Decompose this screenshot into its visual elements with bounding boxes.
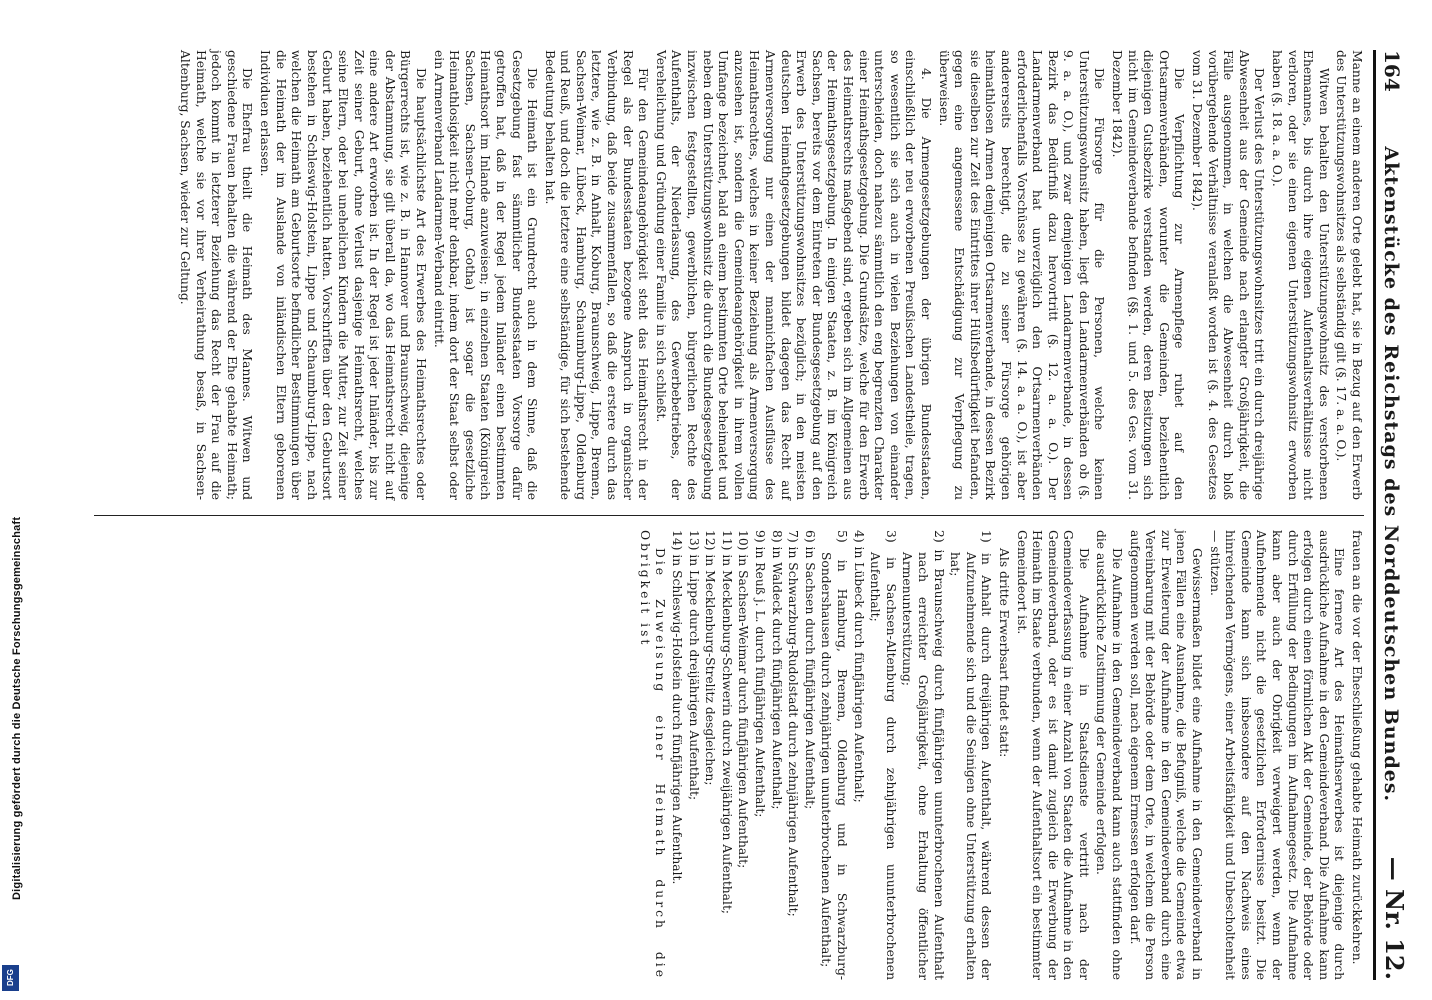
side-strip — [0, 0, 22, 1000]
page-number: 164 — [1380, 50, 1404, 92]
paragraph: Witwen behalten den Unterstützungswohnsitz des verstorbenen Ehemannes, bis durch ihre eigenen Aufenthaltsverhältnisse nicht verloren, oder sie einen eigenen Unterstützungswohnsitz erworben haben (§. 18. a. a. O.). — [1270, 50, 1331, 500]
list-item: 11) in Mecklenburg-Schwerin durch zweijährigen Aufenthalt; — [719, 530, 734, 915]
left-column — [174, 50, 1364, 500]
dfg-logo: DFG — [2, 965, 19, 991]
right-column — [634, 530, 1364, 980]
list-item: 9) in Reuß j. L. durch fünfjährigen Aufenthalt; — [753, 530, 768, 818]
paragraph: Die Fürsorge für die Personen, welche keinen Unterstützungswohnsitz haben, liegt den Landarmenverbänden ob (§. 9. a. a. O.), und zwar demjenigen Landarmenverbande, in dessen Bezirk das Bedürfniß dazu hervortritt (§. 12. a. a. O.). Der Landarmenverband hat unverzüglich den Ortsarmenverbänden erforderlichenfalls Vorschüsse zu gewähren (§. 14. a. a. O.), ist aber andererseits berechtigt, die zu seiner Fürsorge gehörigen heimathlosen Armen demjenigen Ortsarmenverbande, in dessen Bezirk sie dieselben zur Zeit des Eintrittes ihrer Hülfsbedürftigkeit befanden, gegen eine angemessene Entschädigung zur Verpflegung zu überweisen. — [936, 50, 1107, 500]
list-item: 2) in Braunschweig durch fünfjährigen ununterbrochenen Aufenthalt nach erreichter Großjährigkeit, ohne Erhaltung öffentlicher Armenunterstützung; — [900, 530, 946, 980]
page-header — [1380, 50, 1420, 980]
list-item: 8) in Waldeck durch fünfjährigen Aufenthalt; — [769, 530, 784, 810]
paragraph: frauen an die vor der Eheschließung gehabte Heimath zurückkehren. — [1350, 530, 1364, 965]
paragraph: Die Zuweisung einer Heimath durch die Obrigkeit ist — [637, 530, 668, 980]
list-item: 13) in Lippe durch dreijährigen Aufenthalt; — [686, 530, 701, 801]
paragraph: Die Aufnahme in Staatsdienste vertritt nach der Gemeindeverfassung in einer Anzahl von Staaten die Aufnahme in den Gemeindeverband, oder es ist damit zugleich die Erwerbung der Heimath im Staate verbunden, wenn der Aufenthaltsort ein bestimmter Gemeindeort ist. — [1014, 530, 1091, 980]
column-rule — [94, 515, 1364, 516]
list-item: 12) in Mecklenburg-Strelitz desgleichen; — [703, 530, 718, 786]
paragraph: Eine fernere Art des Heimathserwerbes ist diejenige durch ausdrückliche Aufnahme in den Gemeindeverband. Die Aufnahme kann erfolgen durch einen förmlichen Akt der Gemeinde, der Behörde oder durch Erfüllung der Bedingungen im Aufnahmegesetz. Die Aufnahme kann aber auch der Obrigkeit verweigert werden, wenn der Aufnehmende nicht die gesetzlichen Erfordernisse besitzt. Die Gemeinde kann sich insbesondere auf den Nachweis eines hinreichenden Vermögens, einer Arbeitsfähigkeit und Unbescholtenheit — stützen. — [1207, 530, 1347, 980]
scanned-page — [90, 50, 1420, 980]
list-item: 7) in Schwarzburg-Rudolstadt durch zehnjährigen Aufenthalt; — [786, 530, 801, 917]
list-item: 4) in Lübeck durch fünfjährigen Aufenthalt; — [851, 530, 866, 803]
issue-number: — Nr. 12. — [1380, 856, 1409, 980]
list-item: 6) in Sachsen durch fünfjährigen Aufenthalt; — [802, 530, 817, 810]
paragraph: Für den Gemeindeangehörigkeit steht das Heimathsrecht in der Regel als der Bundesstaaten bezogene Anspruch in organischer Verbindung, daß beide zusammenfallen, so daß die erstere durch das letztere, wie z. B. in Anhalt, Koburg, Braunschweig, Lippe, Bremen, Sachsen-Weimar, Lübeck, Hamburg, Schaumburg-Lippe, Oldenburg und Reuß, und doch die letztere eine selbständige, für sich bestehende Bedeutung behalten hat. — [542, 50, 651, 500]
paragraph: Manne an einem anderen Orte gelebt hat, sie in Bezug auf den Erwerb des Unterstützungswohnsitzes als selbständig gilt (§. 17. a. a. O.). — [1334, 50, 1364, 500]
paragraph: Die Ehefrau theilt die Heimath des Mannes. Witwen und geschiedene Frauen behalten die während der Ehe gehabte Heimath; jedoch kommt in letzterer Beziehung das Recht der Frau auf die Heimath, welche sie vor ihrer Verheirathung besaß, in Sachsen-Altenburg, Sachsen, wieder zur Geltung. — [178, 50, 255, 500]
list-item: 5) in Hamburg, Bremen, Oldenburg und in Schwarzburg-Sondershausen durch zehnjährigen ununterbrochenen Aufenthalt; — [819, 530, 849, 980]
paragraph: Die hauptsächlichste Art des Erwerbes des Heimathsrechtes oder Bürgerrechts ist, wie z. B. in Hannover und Braunschweig, diejenige der Abstammung, sie gilt überall da, wo das Heimathsrecht nicht auf eine andere Art erworben ist. In der Regel ist jeder Inländer, bis zur Zeit seiner Geburt, ohne Verlust dasjenige Heimathsrecht, welches seine Eltern, oder bei unehelichen Kindern die Mutter, zur Zeit seiner Geburt haben, beziehentlich hatten. Vorschriften über den Geburtsort bestehen in Schleswig-Holstein, Lippe und Schaumburg-Lippe, nach welchen die Heimath am Geburtsorte befindlicher Bestimmungen über die Heimath der im Auslande von inländischen Eltern geborenen Individuen erlassen. — [258, 50, 428, 500]
paragraph: Die Aufnahme in den Gemeindeverband kann auch stattfinden ohne die ausdrückliche Zustimmung der Gemeinde erfolgen. — [1094, 530, 1125, 980]
list-item: 14) in Schleswig-Holstein durch fünfjährigen Aufenthalt. — [670, 530, 685, 885]
paragraph: Als dritte Erwerbsart findet statt: — [996, 548, 1011, 758]
list-item: 1) in Anhalt durch dreijährigen Aufenthalt, während dessen der Aufzunehmende sich und die Seinigen ohne Unterstützung erhalten hat; — [948, 530, 994, 980]
paragraph: 4. Die Armengesetzgebungen der übrigen Bundesstaaten, einschließlich der neu erworbenen Preußischen Landestheile, tragen, so wesentlich sie sich auch in vielen Beziehungen von einander unterscheiden, doch nahezu sämmtlich den eng begrenzten Charakter einer Heimathsgesetzgebung. Die Grundsätze, welche für den Erwerb des Heimathsrechts maßgebend sind, ergeben sich im Allgemeinen aus der Heimathsgesetzgebung. In einigen Staaten, z. B. im Königreich Sachsen, bereits vor dem Eintreten der Bundesgesetzgebung auf den Erwerb des Unterstützungswohnsitzes bezüglich; in den meisten deutschen Heimathgesetzgebungen bildet dagegen das Recht auf Armenversorgung nur einen der mannichfachen Ausflüsse des Heimathsrechtes, welches in keiner Beziehung als Armenversorgung anzusehen ist, sondern die Gemeindeangehörigkeit in ihrem vollen Umfange bezeichnet, bald an einem bestimmten Orte beheimatet und neben dem Unterstützungswohnsitz die durch die Bundesgesetzgebung inzwischen festgestellten, gewerblichen, bürgerlichen Rechte des Aufenthalts, der Niederlassung, des Gewerbebetriebes, der Verehelichung und Gründung einer Familie in sich schließt. — [653, 50, 933, 500]
list-item: 10) in Sachsen-Weimar durch fünfjährigen Aufenthalt; — [736, 530, 751, 869]
paragraph: Gewissermaßen bildet eine Aufnahme in den Gemeindeverband in jenen Fällen eine Ausnahme, die Befugniß, welche die Gemeinde etwa zur Erweiterung der Aufnahme in den Gemeindeverband durch eine Vereinbarung mit der Behörde oder dem Orte, in welchem die Person aufgenommen werden soll, nach eigenem Ermessen erfolgen darf. — [1127, 530, 1205, 980]
paragraph: Der Verlust des Unterstützungswohnsitzes tritt ein durch dreijährige Abwesenheit aus der Gemeinde nach erlangter Großjährigkeit, die Fälle ausgenommen, in welchen die Abwesenheit durch bloß vorübergehende Verhältnisse veranlaßt worden ist (§. 4. des Gesetzes vom 31. Dezember 1842). — [1190, 50, 1267, 500]
paragraph: Die Heimath ist ein Grundrecht auch in dem Sinne, daß die Gesetzgebung fast sämmtlicher Bundesstaaten Vorsorge dafür getroffen hat, daß in der Regel jedem Inländer einen bestimmten Heimathsort im Inlande anzuweisen; in einzelnen Staaten (Königreich Sachsen, Sachsen-Coburg, Gotha) ist sogar die gesetzliche Heimathlosigkeit nicht mehr denkbar, indem dort der Staat selbst oder ein Armenverband Landarmen-Verband eintritt. — [431, 50, 540, 500]
list-item: 3) in Sachsen-Altenburg durch zehnjährigen ununterbrochenen Aufenthalt; — [868, 530, 898, 980]
paragraph: Die Verpflichtung zur Armenpflege ruhet auf den Ortsarmenverbänden, worunter die Gemeinden, beziehentlich diejenigen Gutsbezirke verstanden werden, deren Besitzungen sich nicht im Gemeindeverbande befinden (§§. 1. und 5. des Ges. vom 31. Dezember 1842). — [1110, 50, 1187, 500]
digitization-credit: Digitalisierung gefördert durch die Deutsche Forschungsgemeinschaft — [11, 516, 23, 900]
running-head: Aktenstücke des Reichstags des Norddeutschen Bundes. — [1380, 146, 1402, 803]
header-rule — [1373, 50, 1376, 980]
